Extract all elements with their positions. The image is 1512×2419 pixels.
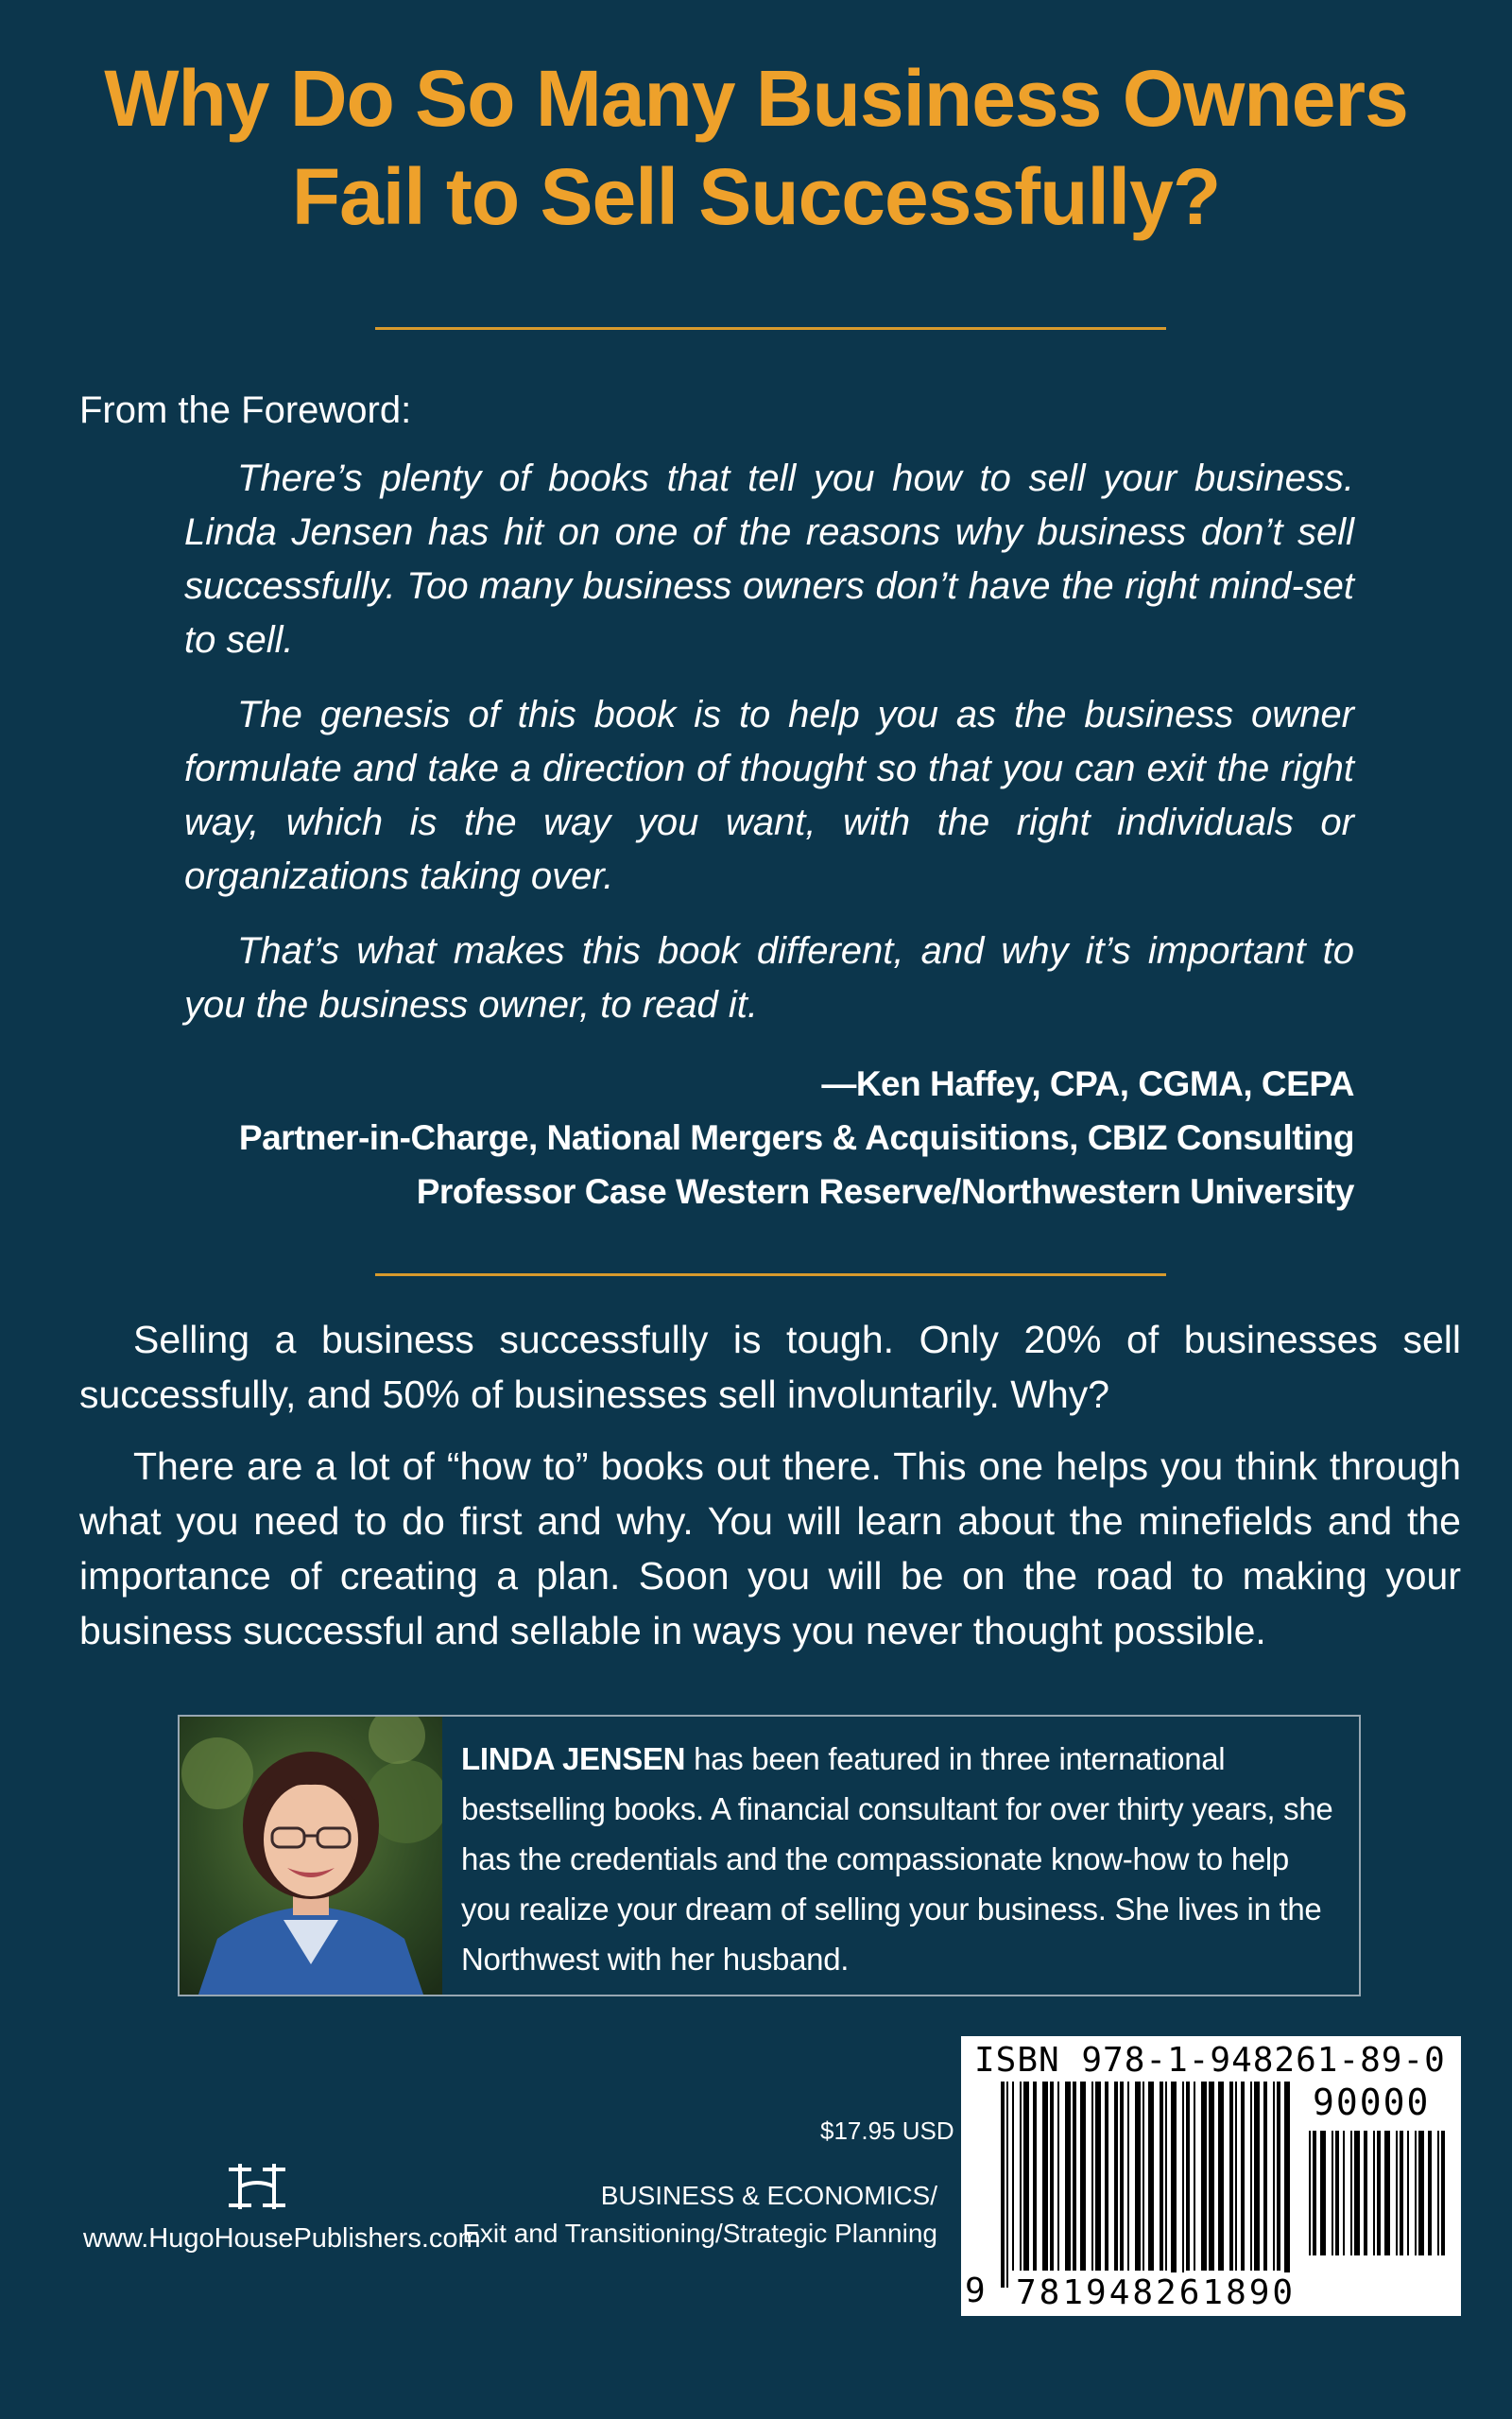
barcode-bar — [1073, 2082, 1076, 2271]
barcode-bar — [1120, 2082, 1124, 2271]
barcode-bar — [1384, 2131, 1390, 2255]
attribution-name: —Ken Haffey, CPA, CGMA, CEPA — [821, 1064, 1354, 1103]
barcode-bar — [1254, 2082, 1260, 2271]
barcode-bar — [1263, 2082, 1267, 2271]
barcode-bar — [1364, 2131, 1367, 2255]
barcode-bar — [1313, 2131, 1316, 2255]
barcode-bar — [1415, 2131, 1417, 2255]
barcode-bar — [1182, 2082, 1184, 2288]
barcode-bar — [1148, 2082, 1154, 2271]
barcode-bar — [1332, 2131, 1333, 2255]
foreword-quote — [184, 452, 1354, 1053]
barcode-bar — [1135, 2082, 1141, 2271]
barcode-bar — [1095, 2082, 1101, 2271]
barcode-bar — [1143, 2082, 1144, 2271]
barcode-bar — [1050, 2082, 1054, 2271]
barcode-bar — [1218, 2082, 1224, 2271]
barcode-bar — [1012, 2082, 1014, 2271]
barcode-bar — [1428, 2131, 1432, 2255]
foreword-paragraph-3: That’s what makes this book different, and why it’s important to you the business owner, to read it. — [184, 930, 1354, 1026]
barcode-bar — [1277, 2082, 1280, 2271]
barcode-bar — [1020, 2082, 1022, 2271]
barcode-bar — [1350, 2131, 1352, 2255]
blurb-paragraph-2: There are a lot of “how to” books out there. This one helps you think through what you need to do first and why. You will learn about the minefields and the importance of creating a plan. Soon you will be on the road to making your business successful and sellable in ways you never thought possible. — [79, 1444, 1461, 1652]
blurb-paragraph-1: Selling a business successfully is tough. Only 20% of businesses sell successfully, and 50% of businesses sell involuntarily. Why? — [79, 1318, 1461, 1416]
ean-first-digit: 9 — [965, 2272, 986, 2310]
barcode-bar — [1309, 2131, 1311, 2255]
foreword-attribution — [239, 1057, 1354, 1218]
barcode-bar — [1042, 2082, 1048, 2271]
isbn-label: ISBN 978-1-948261-89-0 — [974, 2041, 1446, 2080]
author-bio-text: has been featured in three international bestselling books. A financial consultant for over thirty years, she has the credentials and the compassionate know-how to help you realize your dream of selling your business. She lives in the Northwest with her husband. — [461, 1741, 1333, 1977]
barcode-bar — [1418, 2131, 1424, 2255]
barcode-bar — [1396, 2131, 1398, 2255]
barcode-bar — [1001, 2082, 1005, 2288]
barcode-bar — [1201, 2082, 1207, 2271]
barcode-bar — [1057, 2082, 1059, 2271]
blurb — [79, 1312, 1461, 1675]
barcode-bar — [1171, 2082, 1177, 2288]
barcode-bar — [1194, 2082, 1195, 2271]
barcode-bar — [1080, 2082, 1086, 2271]
barcode-bar — [1354, 2131, 1360, 2255]
barcode-bar — [1127, 2082, 1129, 2271]
attribution-title: Partner-in-Charge, National Mergers & Acquisitions, CBIZ Consulting — [238, 1118, 1354, 1157]
barcode-bar — [1209, 2082, 1214, 2271]
attribution-affiliation: Professor Case Western Reserve/Northwestern University — [416, 1172, 1354, 1211]
barcode-bar — [1441, 2131, 1445, 2255]
headline-line-1: Why Do So Many Business Owners — [104, 54, 1408, 143]
addon-code: 90000 — [1313, 2082, 1431, 2123]
barcode-bar — [1165, 2082, 1167, 2271]
price: $17.95 USD — [820, 2117, 954, 2145]
addon-barcode-bars — [1309, 2131, 1451, 2272]
author-box — [178, 1715, 1361, 1996]
barcode-bar — [1023, 2082, 1029, 2271]
author-portrait-image — [180, 1717, 442, 1995]
barcode-bar — [1235, 2082, 1237, 2271]
author-bio — [461, 1734, 1345, 1984]
barcode-bar — [1250, 2082, 1252, 2271]
foreword-paragraph-2: The genesis of this book is to help you as the business owner formulate and take a direction of thought so that you can exit the right way, which is the way you want, with the right individuals or organizations taking over. — [184, 694, 1354, 897]
barcode-bar — [1114, 2082, 1118, 2271]
barcode-bar — [1400, 2131, 1403, 2255]
isbn-barcode — [961, 2036, 1461, 2316]
barcode-bar — [1091, 2082, 1093, 2271]
publisher-website: www.HugoHousePublishers.com — [83, 2223, 481, 2254]
barcode-bar — [1407, 2131, 1409, 2255]
barcode-bar — [1320, 2131, 1326, 2255]
barcode-bar — [1377, 2131, 1381, 2255]
barcode-bar — [1065, 2082, 1071, 2271]
barcode-bar — [1105, 2082, 1108, 2271]
barcode-bar — [1284, 2082, 1290, 2288]
barcode-bar — [1160, 2082, 1163, 2271]
foreword-paragraph-1: There’s plenty of books that tell you how to sell your business. Linda Jensen has hit on one of the reasons why business don’t sell successfully. Too many business owners don’t have the right mind-set to sell. — [184, 458, 1354, 661]
barcode-bar — [1186, 2082, 1190, 2271]
divider-top — [375, 327, 1166, 330]
barcode-bar — [1033, 2082, 1037, 2271]
divider-middle — [375, 1273, 1166, 1276]
barcode-bar — [1241, 2082, 1245, 2271]
book-category — [462, 2177, 937, 2253]
headline-line-2: Fail to Sell Successfully? — [291, 152, 1221, 241]
barcode-bar — [1273, 2082, 1275, 2271]
barcode-bar — [1229, 2082, 1233, 2271]
category-line-2: Exit and Transitioning/Strategic Planning — [462, 2219, 937, 2248]
barcode-bar — [1373, 2131, 1375, 2255]
barcode-bar — [1343, 2131, 1345, 2255]
category-line-1: BUSINESS & ECONOMICS/ — [600, 2181, 937, 2210]
ean-barcode-bars — [1001, 2082, 1294, 2288]
barcode-bar — [1006, 2082, 1008, 2288]
headline — [57, 49, 1455, 246]
foreword-intro: From the Foreword: — [79, 389, 412, 431]
author-photo — [180, 1717, 442, 1995]
author-name: LINDA JENSEN — [461, 1741, 686, 1776]
barcode-bar — [1437, 2131, 1439, 2255]
barcode-bar — [1335, 2131, 1339, 2255]
ean-digits: 781948261890 — [1012, 2272, 1299, 2314]
hugo-house-logo-icon — [219, 2158, 295, 2215]
